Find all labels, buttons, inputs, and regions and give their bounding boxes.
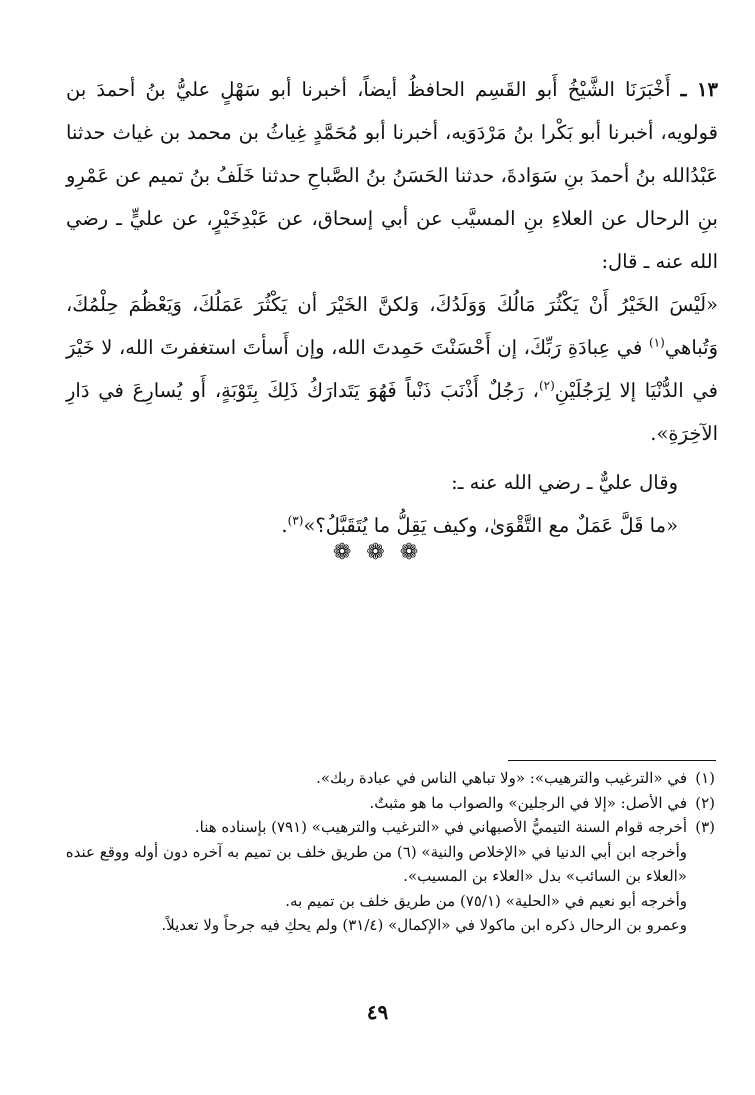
hadith-text xyxy=(66,283,718,455)
page-number: ٤٩ xyxy=(366,1000,389,1024)
main-text xyxy=(66,68,718,547)
footnote-text: في الأصل: «إلا في الرجلين» والصواب ما هو مثبتٌ. xyxy=(369,793,687,812)
footnote-text: وعمرو بن الرحال ذكره ابن ماكولا في «الإكمال» (٣١/٤) ولم يحكِ فيه جرحاً ولا تعديلاً. xyxy=(161,916,687,934)
footnote-text: وأخرجه ابن أبي الدنيا في «الإخلاص والنية» (٦) من طريق خلف بن تميم به آخره دون أوله ووقع عنده «العلاء بن السائب» بدل «العلاء بن المسيب». xyxy=(65,842,687,885)
ali-saying-intro-text: وقال عليٌّ ـ رضي الله عنه ـ: xyxy=(451,471,678,494)
paragraph-13 xyxy=(66,68,718,283)
hadith-part-b: في عِبادَةِ رَبِّكَ، إن أَحْسَنْتَ حَمِدتَ الله، وإن أَسأتَ استغفرتَ الله، لا خَيْرَ في الدُّنْيَا إلا لِرَجُلَيْنِ xyxy=(66,336,719,402)
isnad-text: أَخْبَرَنَا الشَّيْخُ أَبو القَسِم الحافظُ أيضاً، أخبرنا أبو سَهْلٍ عليُّ بنُ أحمدَ بن قولويه، أخبرنا أبو بَكْرا بنُ مَرْدَوَيه، أخبرنا أبو مُحَمَّدٍ غِياثُ بن محمد بن غياث حدثنا عَبْدُالله بنُ أحمدَ بنِ سَوَادةَ، حدثنا الحَسَنُ بنُ الصَّباحِ حدثنا خَلَفُ بنُ تميم عن عَمْرِو بنِ الرحال عن العلاءِ بنِ المسيَّب عن أبي إسحاق، عن عَبْدِخَيْرٍ، عن عليٍّ ـ رضي الله عنه ـ قال: xyxy=(66,78,718,273)
ali-quote-text: «ما قَلَّ عَمَلٌ مع التَّقْوَىٰ، وكيف يَقِلُّ ما يُتَقَبَّلُ؟» xyxy=(303,514,678,537)
footnote-ref-3: (٣) xyxy=(287,513,304,528)
footnotes xyxy=(45,766,715,938)
footnote-divider xyxy=(508,760,716,761)
footnote-1 xyxy=(45,766,715,791)
footnote-text: في «الترغيب والترهيب»: «ولا تباهي الناس في عبادة ربك». xyxy=(316,769,687,787)
footnote-ref-1: (١) xyxy=(648,335,665,350)
ali-saying-intro xyxy=(66,461,718,504)
footnote-number: (٢) xyxy=(695,793,715,812)
footnote-3 xyxy=(45,815,715,840)
footnote-2 xyxy=(45,791,715,816)
hadith-part-a: «لَيْسَ الخَيْرُ أَنْ يَكْثُرَ مَالُكَ وَوَلَدُكَ، وَلكنَّ الخَيْرَ أن يَكْثُرَ عَمَلُكَ، وَيَعْظُمَ حِلْمُكَ، وَتُباهي xyxy=(66,293,718,359)
footnote-number: (٣) xyxy=(695,818,715,836)
footnote-text: أخرجه قوام السنة التيميُّ الأصبهاني في «الترغيب والترهيب» (٧٩١) بإسناده هنا. xyxy=(194,818,687,836)
footnote-3-continuation xyxy=(45,889,715,914)
footnote-text: وأخرجه أبو نعيم في «الحلية» (٧٥/١) من طريق خلف بن تميم به. xyxy=(285,891,687,910)
footnote-ref-2: (٢) xyxy=(538,378,555,393)
hadith-part-c: ، رَجُلٌ أَذْنَبَ ذَنْباً فَهُوَ يَتَدارَكُ ذَلِكَ بِتَوْبَةٍ، أَو يُسارِعَ في دَارِ الآخِرَةِ». xyxy=(66,379,718,445)
footnote-3-continuation xyxy=(45,913,715,938)
section-separator: ❁ ❁ ❁ xyxy=(332,540,423,565)
paragraph-number: ١٣ ـ xyxy=(680,78,718,101)
quote-end-mark: . xyxy=(281,514,288,537)
footnote-number: (١) xyxy=(695,769,715,787)
footnote-3-continuation xyxy=(45,840,715,889)
